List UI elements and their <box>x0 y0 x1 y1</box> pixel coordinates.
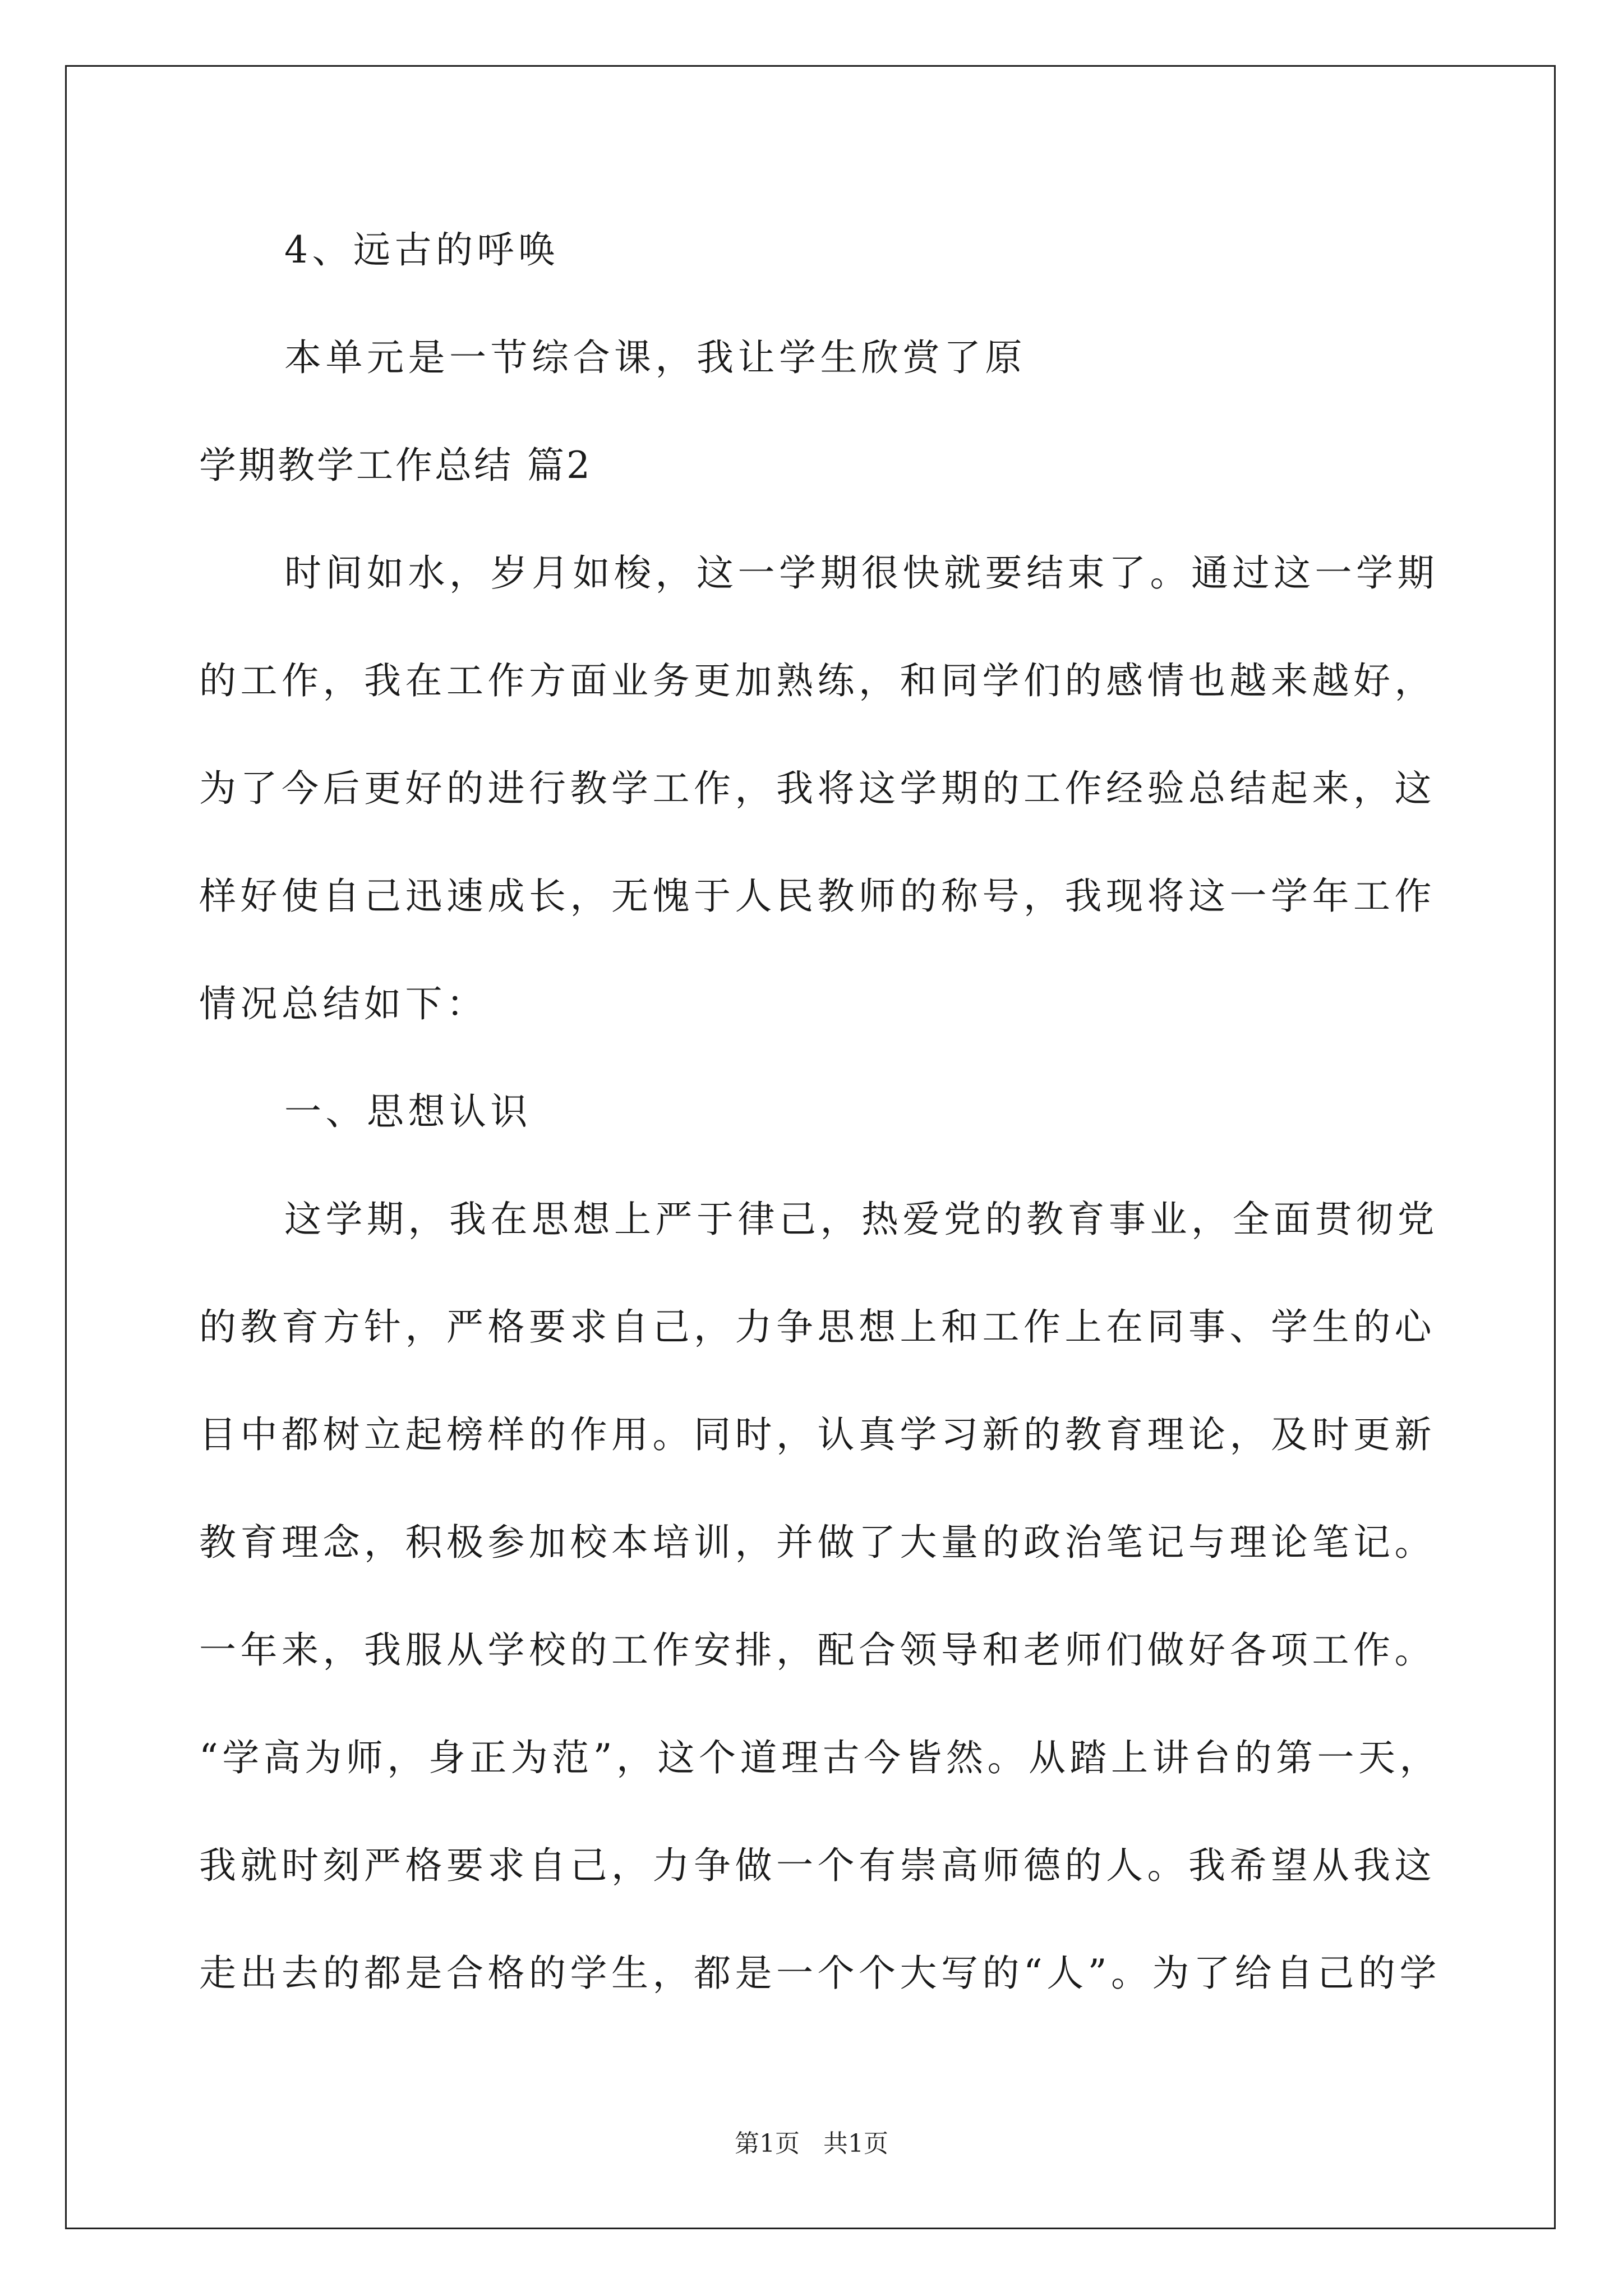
paragraph-line: 教育理念，积极参加校本培训，并做了大量的政治笔记与理论笔记。 <box>199 1521 1436 1564</box>
paragraph-line: 时间如水，岁月如梭，这一学期很快就要结束了。通过这一学期 <box>284 551 1438 595</box>
paragraph-line: 本单元是一节综合课，我让学生欣赏了原 <box>284 336 1026 379</box>
section-title: 学期教学工作总结 篇2 <box>199 444 592 487</box>
paragraph-line: 样好使自己迅速成长，无愧于人民教师的称号，我现将这一学年工作 <box>199 875 1436 918</box>
page-border <box>65 65 1556 2229</box>
list-item-heading: 4、远古的呼唤 <box>284 228 560 272</box>
paragraph-line: 这学期，我在思想上严于律己，热爱党的教育事业，全面贯彻党 <box>284 1198 1438 1241</box>
paragraph-line: 我就时刻严格要求自己，力争做一个有崇高师德的人。我希望从我这 <box>199 1844 1436 1887</box>
paragraph-line: 情况总结如下： <box>199 982 488 1025</box>
paragraph-line: 目中都树立起榜样的作用。同时，认真学习新的教育理论，及时更新 <box>199 1413 1436 1456</box>
paragraph-line: 为了今后更好的进行教学工作，我将这学期的工作经验总结起来，这 <box>199 767 1436 810</box>
paragraph-line: “学高为师，身正为范”，这个道理古今皆然。从踏上讲台的第一天， <box>199 1736 1441 1779</box>
paragraph-line: 的教育方针，严格要求自己，力争思想上和工作上在同事、学生的心 <box>199 1305 1436 1349</box>
paragraph-line: 走出去的都是合格的学生，都是一个个大写的“人”。为了给自己的学 <box>199 1952 1441 1995</box>
page-number-total: 共1页 <box>823 2129 888 2158</box>
paragraph-line: 的工作，我在工作方面业务更加熟练，和同学们的感情也越来越好， <box>199 659 1436 702</box>
subsection-title: 一、思想认识 <box>284 1090 532 1133</box>
page-footer <box>0 2129 1623 2158</box>
paragraph-line: 一年来，我服从学校的工作安排，配合领导和老师们做好各项工作。 <box>199 1628 1436 1672</box>
page-number-current: 第1页 <box>735 2129 800 2158</box>
